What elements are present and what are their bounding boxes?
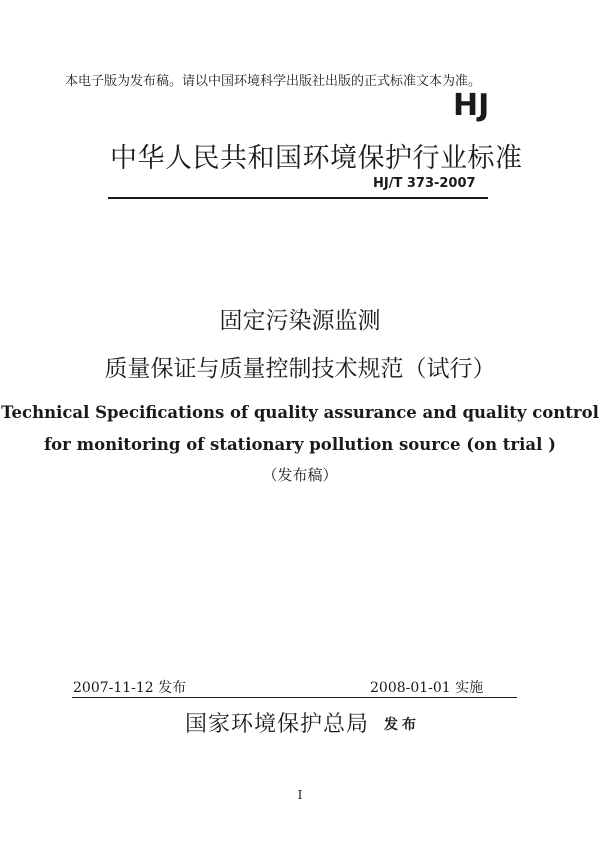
header-divider [108, 197, 488, 199]
title-zh-line-1: 固定污染源监测 [219, 308, 381, 334]
draft-note: （发布稿） [262, 466, 338, 484]
standard-mark: HJ [453, 88, 490, 123]
footer-divider [72, 697, 517, 698]
title-en-line-2: for monitoring of stationary pollution source (on trial ) [44, 435, 556, 454]
issuing-authority: 国家环境保护总局 [185, 712, 370, 737]
standard-number: HJ/T 373-2007 [373, 176, 476, 191]
implementation-date: 2008-01-01 实施 [370, 680, 484, 696]
standard-category: 中华人民共和国环境保护行业标准 [110, 143, 523, 174]
title-zh-line-2: 质量保证与质量控制技术规范（试行） [104, 356, 496, 382]
publish-label: 发布 [384, 717, 420, 733]
page-number: I [297, 788, 303, 802]
title-en-line-1: Technical Specifications of quality assurance and quality control [1, 403, 599, 422]
publication-notice: 本电子版为发布稿。请以中国环境科学出版社出版的正式标准文本为准。 [65, 74, 482, 89]
issue-date: 2007-11-12 发布 [73, 680, 187, 696]
